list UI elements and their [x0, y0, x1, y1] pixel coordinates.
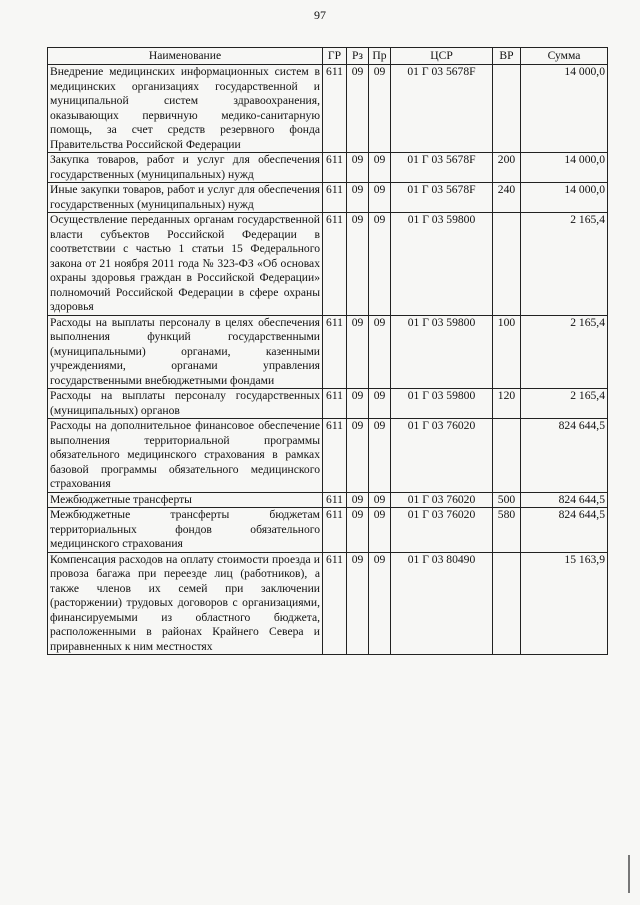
row-gr: 611 — [323, 492, 347, 508]
row-sum: 2 165,4 — [521, 213, 608, 316]
row-name: Внедрение медицинских информационных систем в медицинских организациях государственной и муниципальной систем здравоохранения, оказывающих первичную медико-санитарную помощь, за счет средств резервного фонда Правительства Российской Федерации — [48, 65, 323, 153]
table-row — [48, 492, 608, 508]
row-pr: 09 — [369, 213, 391, 316]
row-name: Закупка товаров, работ и услуг для обеспечения государственных (муниципальных) нужд — [48, 153, 323, 183]
header-gr: ГР — [323, 48, 347, 65]
row-sum: 824 644,5 — [521, 492, 608, 508]
row-vr: 120 — [493, 389, 521, 419]
header-row — [48, 48, 608, 65]
row-name: Межбюджетные трансферты — [48, 492, 323, 508]
row-vr: 580 — [493, 508, 521, 553]
row-name: Осуществление переданных органам государственной власти субъектов Российской Федерации в соответствии с частью 1 статьи 15 Федерального закона от 21 ноября 2011 года № 323-ФЗ «Об основах охраны здоровья граждан в Российской Федерации» полномочий Российской Федерации в сфере охраны здоровья — [48, 213, 323, 316]
row-csr: 01 Г 03 59800 — [391, 213, 493, 316]
row-pr: 09 — [369, 492, 391, 508]
row-csr: 01 Г 03 5678F — [391, 65, 493, 153]
row-vr — [493, 552, 521, 655]
row-csr: 01 Г 03 76020 — [391, 508, 493, 553]
row-name: Межбюджетные трансферты бюджетам территориальных фондов обязательного медицинского страхования — [48, 508, 323, 553]
row-csr: 01 Г 03 76020 — [391, 419, 493, 493]
row-name: Расходы на дополнительное финансовое обеспечение выполнения территориальной программы обязательного медицинского страхования в рамках базовой программы обязательного медицинского страхования — [48, 419, 323, 493]
row-vr: 240 — [493, 183, 521, 213]
table-row — [48, 153, 608, 183]
row-rz: 09 — [347, 315, 369, 389]
row-sum: 2 165,4 — [521, 315, 608, 389]
row-vr — [493, 65, 521, 153]
row-pr: 09 — [369, 153, 391, 183]
row-rz: 09 — [347, 552, 369, 655]
table-row — [48, 315, 608, 389]
table-row — [48, 213, 608, 316]
row-vr: 100 — [493, 315, 521, 389]
row-rz: 09 — [347, 389, 369, 419]
row-pr: 09 — [369, 419, 391, 493]
table-row — [48, 419, 608, 493]
row-sum: 824 644,5 — [521, 508, 608, 553]
table-row — [48, 183, 608, 213]
row-csr: 01 Г 03 59800 — [391, 315, 493, 389]
row-vr: 200 — [493, 153, 521, 183]
row-pr: 09 — [369, 65, 391, 153]
row-gr: 611 — [323, 419, 347, 493]
row-pr: 09 — [369, 389, 391, 419]
row-rz: 09 — [347, 508, 369, 553]
row-gr: 611 — [323, 389, 347, 419]
header-rz: Рз — [347, 48, 369, 65]
header-vr: ВР — [493, 48, 521, 65]
row-vr — [493, 419, 521, 493]
header-pr: Пр — [369, 48, 391, 65]
row-gr: 611 — [323, 508, 347, 553]
row-rz: 09 — [347, 213, 369, 316]
row-gr: 611 — [323, 552, 347, 655]
row-sum: 14 000,0 — [521, 153, 608, 183]
row-sum: 824 644,5 — [521, 419, 608, 493]
scan-edge-mark — [628, 855, 630, 893]
row-gr: 611 — [323, 153, 347, 183]
row-pr: 09 — [369, 508, 391, 553]
row-csr: 01 Г 03 76020 — [391, 492, 493, 508]
row-vr — [493, 213, 521, 316]
row-csr: 01 Г 03 5678F — [391, 153, 493, 183]
row-gr: 611 — [323, 65, 347, 153]
row-sum: 14 000,0 — [521, 183, 608, 213]
row-sum: 14 000,0 — [521, 65, 608, 153]
row-gr: 611 — [323, 183, 347, 213]
table-row — [48, 65, 608, 153]
row-name: Расходы на выплаты персоналу государственных (муниципальных) органов — [48, 389, 323, 419]
row-pr: 09 — [369, 552, 391, 655]
budget-table — [47, 47, 608, 655]
row-sum: 2 165,4 — [521, 389, 608, 419]
page-number: 97 — [314, 8, 326, 22]
row-pr: 09 — [369, 315, 391, 389]
table-row — [48, 552, 608, 655]
row-sum: 15 163,9 — [521, 552, 608, 655]
row-name: Расходы на выплаты персоналу в целях обеспечения выполнения функций государственными (муниципальными) органами, казенными учреждениями, органами управления государственными внебюджетными фондами — [48, 315, 323, 389]
row-name: Компенсация расходов на оплату стоимости проезда и провоза багажа при переезде лиц (работников), а также членов их семей при заключении (расторжении) трудовых договоров с организациями, финансируемыми из областного бюджета, расположенными в районах Крайнего Севера и приравненных к ним местностях — [48, 552, 323, 655]
row-csr: 01 Г 03 5678F — [391, 183, 493, 213]
table-row — [48, 389, 608, 419]
row-rz: 09 — [347, 419, 369, 493]
row-rz: 09 — [347, 65, 369, 153]
row-pr: 09 — [369, 183, 391, 213]
header-csr: ЦСР — [391, 48, 493, 65]
row-rz: 09 — [347, 183, 369, 213]
row-gr: 611 — [323, 213, 347, 316]
row-name: Иные закупки товаров, работ и услуг для обеспечения государственных (муниципальных) нужд — [48, 183, 323, 213]
row-gr: 611 — [323, 315, 347, 389]
header-name: Наименование — [48, 48, 323, 65]
row-vr: 500 — [493, 492, 521, 508]
row-csr: 01 Г 03 59800 — [391, 389, 493, 419]
header-sum: Сумма — [521, 48, 608, 65]
row-rz: 09 — [347, 153, 369, 183]
row-csr: 01 Г 03 80490 — [391, 552, 493, 655]
row-rz: 09 — [347, 492, 369, 508]
table-row — [48, 508, 608, 553]
